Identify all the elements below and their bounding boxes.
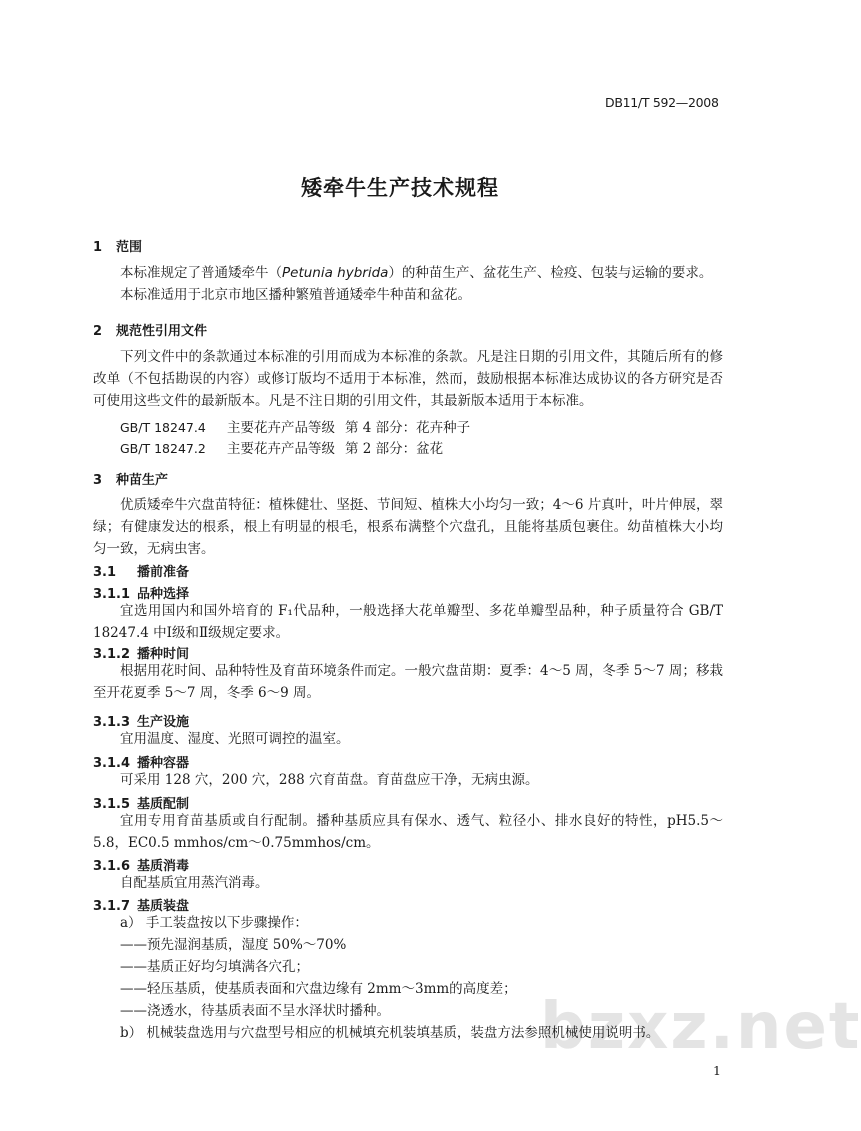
- reference-code: GB/T 18247.2: [120, 441, 206, 456]
- section-number: 3.1.4: [93, 756, 131, 771]
- paragraph: 宜选用国内和国外培育的 F₁代品种，一般选择大花单瓣型、多花单瓣型品种，种子质量符合 GB/T 18247.4 中Ⅰ级和Ⅱ级规定要求。: [93, 603, 723, 641]
- section-title: 播种容器: [137, 756, 190, 771]
- text-run: 本标准规定了普通矮牵牛（: [120, 265, 282, 281]
- standard-number: DB11/T 592—2008: [605, 95, 719, 110]
- paragraph: 下列文件中的条款通过本标准的引用而成为本标准的条款。凡是注日期的引用文件，其随后所有的修改单（不包括勘误的内容）或修订版均不适用于本标准，然而，鼓励根据本标准达成协议的各方研究是否可使用这些文件的最新版本。凡是不注日期的引用文件，其最新版本适用于本标准。: [93, 349, 723, 409]
- section-title: 品种选择: [137, 587, 190, 602]
- document-title: 矮牵牛生产技术规程: [301, 176, 499, 200]
- section-number: 3.1.2: [93, 647, 131, 662]
- section-number: 3.1.1: [93, 587, 131, 602]
- reference-part: 第 2 部分：盆花: [345, 441, 444, 457]
- text-run: ）的种苗生产、盆花生产、检疫、包装与运输的要求。: [388, 265, 713, 281]
- paragraph: 宜用温度、湿度、光照可调控的温室。: [120, 731, 350, 747]
- page-number: 1: [713, 1063, 721, 1078]
- section-number: 3: [93, 473, 103, 488]
- latin-name: Petunia hybrida: [282, 265, 389, 281]
- section-title: 范围: [116, 240, 143, 255]
- section-title: 基质配制: [137, 797, 190, 812]
- section-1-heading: [93, 236, 142, 255]
- section-title: 播前准备: [137, 565, 190, 580]
- section-title: 种苗生产: [116, 473, 169, 488]
- watermark: bzxz.net: [540, 990, 861, 1064]
- paragraph: 宜用专用育苗基质或自行配制。播种基质应具有保水、透气、粒径小、排水良好的特性，pH5.5～5.8，EC0.5 mmhos/cm～0.75mmhos/cm。: [93, 813, 723, 851]
- list-step: ——基质正好均匀填满各穴孔；: [120, 959, 309, 975]
- list-step: ——预先湿润基质，湿度 50%～70%: [120, 937, 347, 953]
- section-number: 2: [93, 324, 103, 339]
- reference-code: GB/T 18247.4: [120, 420, 206, 435]
- section-3-heading: [93, 469, 168, 488]
- list-step: ——浇透水，待基质表面不呈水泽状时播种。: [120, 1003, 390, 1019]
- subsection-3-1-heading: [93, 561, 189, 580]
- section-2-heading: [93, 320, 207, 339]
- list-step: ——轻压基质，使基质表面和穴盘边缘有 2mm～3mm的高度差；: [120, 981, 517, 997]
- section-number: 3.1.3: [93, 715, 131, 730]
- list-item-b: b） 机械装盘选用与穴盘型号相应的机械填充机装填基质，装盘方法参照机械使用说明书。: [120, 1025, 660, 1041]
- section-number: 3.1.7: [93, 899, 131, 914]
- section-number: 3.1.6: [93, 859, 131, 874]
- section-title: 基质消毒: [137, 859, 190, 874]
- reference-name: 主要花卉产品等级: [227, 441, 335, 457]
- paragraph: [120, 262, 712, 284]
- paragraph: 可采用 128 穴，200 穴，288 穴育苗盘。育苗盘应干净，无病虫源。: [120, 772, 539, 788]
- section-title: 规范性引用文件: [116, 324, 208, 339]
- section-number: 3.1: [93, 565, 117, 580]
- reference-part: 第 4 部分：花卉种子: [345, 420, 471, 436]
- reference-item: [120, 437, 443, 457]
- paragraph: 自配基质宜用蒸汽消毒。: [120, 875, 269, 891]
- list-item-a: a） 手工装盘按以下步骤操作：: [120, 915, 308, 931]
- section-title: 基质装盘: [137, 899, 190, 914]
- section-title: 播种时间: [137, 647, 190, 662]
- paragraph: 本标准适用于北京市地区播种繁殖普通矮牵牛种苗和盆花。: [120, 287, 471, 303]
- paragraph: 根据用花时间、品种特性及育苗环境条件而定。一般穴盘苗期：夏季：4～5 周，冬季 5～7 周；移栽至开花夏季 5～7 周，冬季 6～9 周。: [93, 663, 723, 701]
- section-number: 1: [93, 240, 103, 255]
- reference-item: [120, 416, 470, 436]
- paragraph: 优质矮牵牛穴盘苗特征：植株健壮、坚挺、节间短、植株大小均匀一致；4～6 片真叶，叶片伸展，翠绿；有健康发达的根系，根上有明显的根毛，根系布满整个穴盘孔，且能将基质包裹住。幼苗植株大小均匀一致，无病虫害。: [93, 497, 723, 557]
- reference-name: 主要花卉产品等级: [227, 420, 335, 436]
- section-title: 生产设施: [137, 715, 190, 730]
- section-number: 3.1.5: [93, 797, 131, 812]
